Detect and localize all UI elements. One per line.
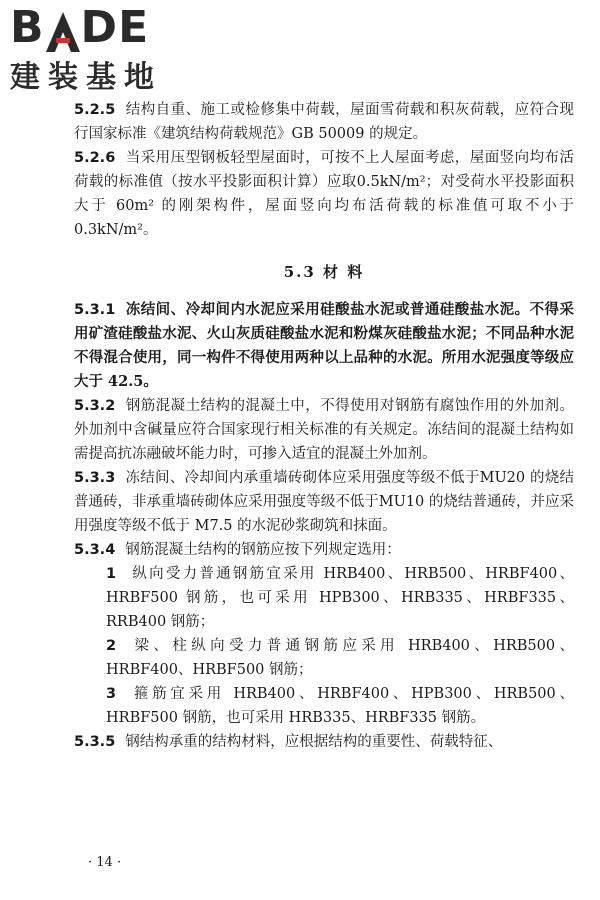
clause-5-3-5: 5.3.5 钢结构承重的结构材料，应根据结构的重要性、荷载特征、	[74, 734, 503, 750]
document-body	[74, 98, 574, 754]
logo-a-icon	[46, 10, 80, 50]
list-item: 2 梁、柱纵向受力普通钢筋应采用 HRB400、HRB500、HRBF400、HRBF500 钢筋；	[106, 638, 574, 678]
logo-wordmark	[10, 2, 185, 53]
clause-5-3-2: 5.3.2 钢筋混凝土结构的混凝土中，不得使用对钢筋有腐蚀作用的外加剂。外加剂中含碱量应符合国家现行相关标准的有关规定。冻结间的混凝土结构如需提高抗冻融破坏能力时，可掺入适宜的混凝土外加剂。	[74, 398, 574, 462]
clause-5-3-3: 5.3.3 冻结间、冷却间内承重墙砖砌体应采用强度等级不低于MU20 的烧结普通砖，非承重墙砖砌体应采用强度等级不低于MU10 的烧结普通砖，并应采用强度等级不低于 M7.5 的水泥砂浆砌筑和抹面。	[74, 470, 574, 534]
list-item: 1 纵向受力普通钢筋宜采用 HRB400、HRB500、HRBF400、HRBF500 钢筋，也可采用 HPB300、HRB335、HRBF335、RRB400 钢筋；	[106, 566, 574, 630]
page-number: · 14 ·	[88, 855, 122, 870]
clause-5-2-6: 5.2.6 当采用压型钢板轻型屋面时，可按不上人屋面考虑，屋面竖向均布活荷载的标准值（按水平投影面积计算）应取0.5kN/m²；对受荷水平投影面积大于 60m² 的刚架构件，屋面竖向均布活荷载的标准值可取不小于 0.3kN/m²。	[74, 150, 574, 238]
clause-5-3-4: 5.3.4 钢筋混凝土结构的钢筋应按下列规定选用：	[74, 542, 401, 558]
logo-subtitle: 建装基地	[10, 60, 162, 95]
logo-letters-de: DE	[80, 2, 150, 53]
bade-logo	[10, 2, 185, 96]
clause-5-3-1: 5.3.1 冻结间、冷却间内水泥应采用硅酸盐水泥或普通硅酸盐水泥。不得采用矿渣硅酸盐水泥、火山灰质硅酸盐水泥和粉煤灰硅酸盐水泥；不同品种水泥不得混合使用，同一构件不得使用两种以上品种的水泥。所用水泥强度等级应大于 42.5。	[74, 301, 574, 390]
list-item: 3 箍筋宜采用 HRB400、HRBF400、HPB300、HRB500、HRBF500 钢筋，也可采用 HRB335、HRBF335 钢筋。	[106, 686, 574, 726]
section-title: 5.3 材 料	[283, 263, 365, 281]
clause-5-2-5: 5.2.5 结构自重、施工或检修集中荷载，屋面雪荷载和积灰荷载，应符合现行国家标准《建筑结构荷载规范》GB 50009 的规定。	[74, 102, 574, 142]
logo-letter-b: B	[10, 2, 45, 53]
